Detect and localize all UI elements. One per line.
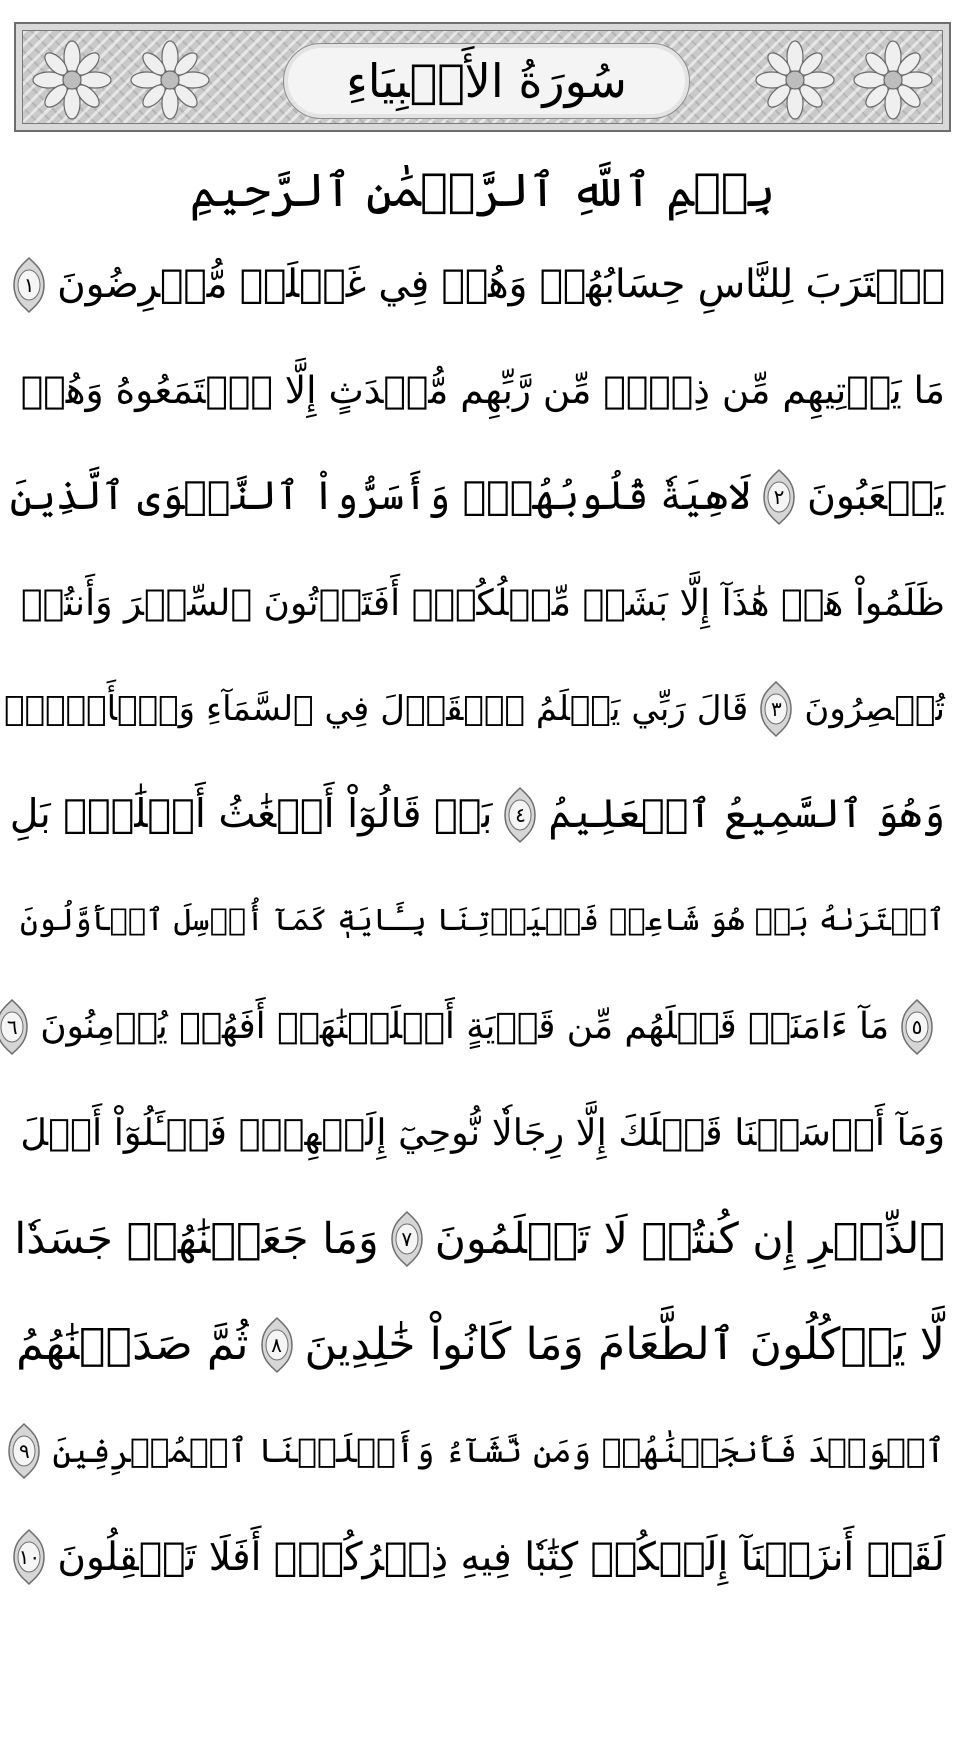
verse-line xyxy=(20,232,945,338)
basmala: بِسۡمِ ٱللَّهِ ٱلرَّحۡمَٰنِ ٱلرَّحِيمِ xyxy=(189,163,776,217)
verse-text: ظَلَمُواْ هَلۡ هَٰذَآ إِلَّا بَشَرٞ مِّثۡلُكُمۡۖ أَفَتَأۡتُونَ ٱلسِّحۡرَ وَأَنتُمۡ xyxy=(20,581,945,624)
verse-text: بَلۡ قَالُوٓاْ أَضۡغَٰثُ أَحۡلَٰمِۭ بَلِ xyxy=(9,791,493,838)
ayah-number: ٩ xyxy=(18,1439,30,1463)
ayah-number: ١٠ xyxy=(18,1545,41,1569)
verse-text: مَا يَأۡتِيهِم مِّن ذِكۡرٖ مِّن رَّبِّهِم مُّحۡدَثٍ إِلَّا ٱسۡتَمَعُوهُ وَهُمۡ xyxy=(20,368,945,413)
verse-text: وَهُوَ ٱلسَّمِيعُ ٱلۡعَلِيمُ xyxy=(548,791,945,838)
ayah-end-marker xyxy=(259,1316,295,1374)
ayah-end-marker xyxy=(899,998,935,1056)
verse-line xyxy=(20,550,945,656)
ayah-end-marker xyxy=(11,1528,47,1586)
verse-text: وَمَا جَعَلۡنَٰهُمۡ جَسَدٗا xyxy=(14,1213,379,1264)
verse-line xyxy=(6,974,945,1080)
verse-text: قَالَ رَبِّي يَعۡلَمُ ٱلۡقَوۡلَ فِي ٱلسَّمَآءِ وَٱلۡأَرۡضِۖ xyxy=(4,688,749,729)
verse-text: ٱفۡتَرَىٰهُ بَلۡ هُوَ شَاعِرٞ فَلۡيَأۡتِنَا بِـَٔايَةٖ كَمَآ أُرۡسِلَ ٱلۡأَوَّلُونَ xyxy=(20,902,945,938)
ayah-number: ٣ xyxy=(770,697,782,721)
ayah-end-marker xyxy=(758,680,794,738)
left-inner-rosette-icon xyxy=(129,39,211,121)
ayah-end-marker xyxy=(6,1422,42,1480)
surah-title-plate xyxy=(283,43,690,119)
verse-text: لَّا يَأۡكُلُونَ ٱلطَّعَامَ وَمَا كَانُواْ خَٰلِدِينَ xyxy=(304,1318,945,1370)
ayah-number: ٨ xyxy=(271,1333,282,1357)
surah-title: سُورَةُ الأَنۢبِيَاءِ xyxy=(346,54,627,108)
verse-text: يَلۡعَبُونَ xyxy=(806,474,945,520)
verse-line xyxy=(16,1292,945,1398)
verse-line xyxy=(20,338,945,444)
ayah-end-marker xyxy=(0,998,30,1056)
verse-text: تُبۡصِرُونَ xyxy=(804,688,945,729)
verse-line xyxy=(20,868,945,974)
verse-text: لَاهِيَةٗ قُلُوبُهُمۡۗ وَأَسَرُّواْ ٱلنَّجۡوَى ٱلَّذِينَ xyxy=(9,474,751,520)
verse-text: ٱلۡوَعۡدَ فَأَنجَيۡنَٰهُمۡ وَمَن نَّشَآءُ وَأَهۡلَكۡنَا ٱلۡمُسۡرِفِينَ xyxy=(52,1431,945,1471)
verse-line xyxy=(4,656,945,762)
verse-line xyxy=(20,1080,945,1186)
verse-line xyxy=(20,1504,945,1610)
left-outer-rosette-icon xyxy=(31,39,113,121)
ayah-number: ٢ xyxy=(773,485,785,509)
verse-line xyxy=(14,1186,945,1292)
ayah-number: ١ xyxy=(23,273,35,297)
ayah-number: ٥ xyxy=(911,1015,923,1039)
right-inner-rosette-icon xyxy=(754,39,836,121)
right-outer-rosette-icon xyxy=(852,39,934,121)
ayah-number: ٧ xyxy=(401,1227,413,1251)
ayah-end-marker xyxy=(502,786,538,844)
verse-text: ثُمَّ صَدَقۡنَٰهُمُ xyxy=(16,1318,249,1370)
ayah-end-marker xyxy=(11,256,47,314)
verse-line xyxy=(9,444,945,550)
verse-text: لَقَدۡ أَنزَلۡنَآ إِلَيۡكُمۡ كِتَٰبٗا فِيهِ ذِكۡرُكُمۡۚ أَفَلَا تَعۡقِلُونَ xyxy=(57,1534,945,1580)
verse-text: مَآ ءَامَنَتۡ قَبۡلَهُم مِّن قَرۡيَةٍ أَهۡلَكۡنَٰهَآۖ أَفَهُمۡ يُؤۡمِنُونَ xyxy=(40,1006,889,1048)
verse-line xyxy=(9,762,945,868)
ayah-end-marker xyxy=(389,1210,425,1268)
surah-header-frame xyxy=(14,22,951,132)
ayah-number: ٤ xyxy=(515,803,526,827)
header-ornament xyxy=(22,30,943,124)
ayah-end-marker xyxy=(761,468,797,526)
verse-text: ٱقۡتَرَبَ لِلنَّاسِ حِسَابُهُمۡ وَهُمۡ فِي غَفۡلَةٖ مُّعۡرِضُونَ xyxy=(57,261,945,307)
verse-line xyxy=(20,1398,945,1504)
verse-text: وَمَآ أَرۡسَلۡنَا قَبۡلَكَ إِلَّا رِجَالٗا نُّوحِيٓ إِلَيۡهِمۡۖ فَسۡـَٔلُوٓاْ أَهۡلَ xyxy=(20,1110,945,1154)
ayah-number: ٦ xyxy=(6,1015,18,1039)
verse-text: ٱلذِّكۡرِ إِن كُنتُمۡ لَا تَعۡلَمُونَ xyxy=(434,1213,945,1264)
